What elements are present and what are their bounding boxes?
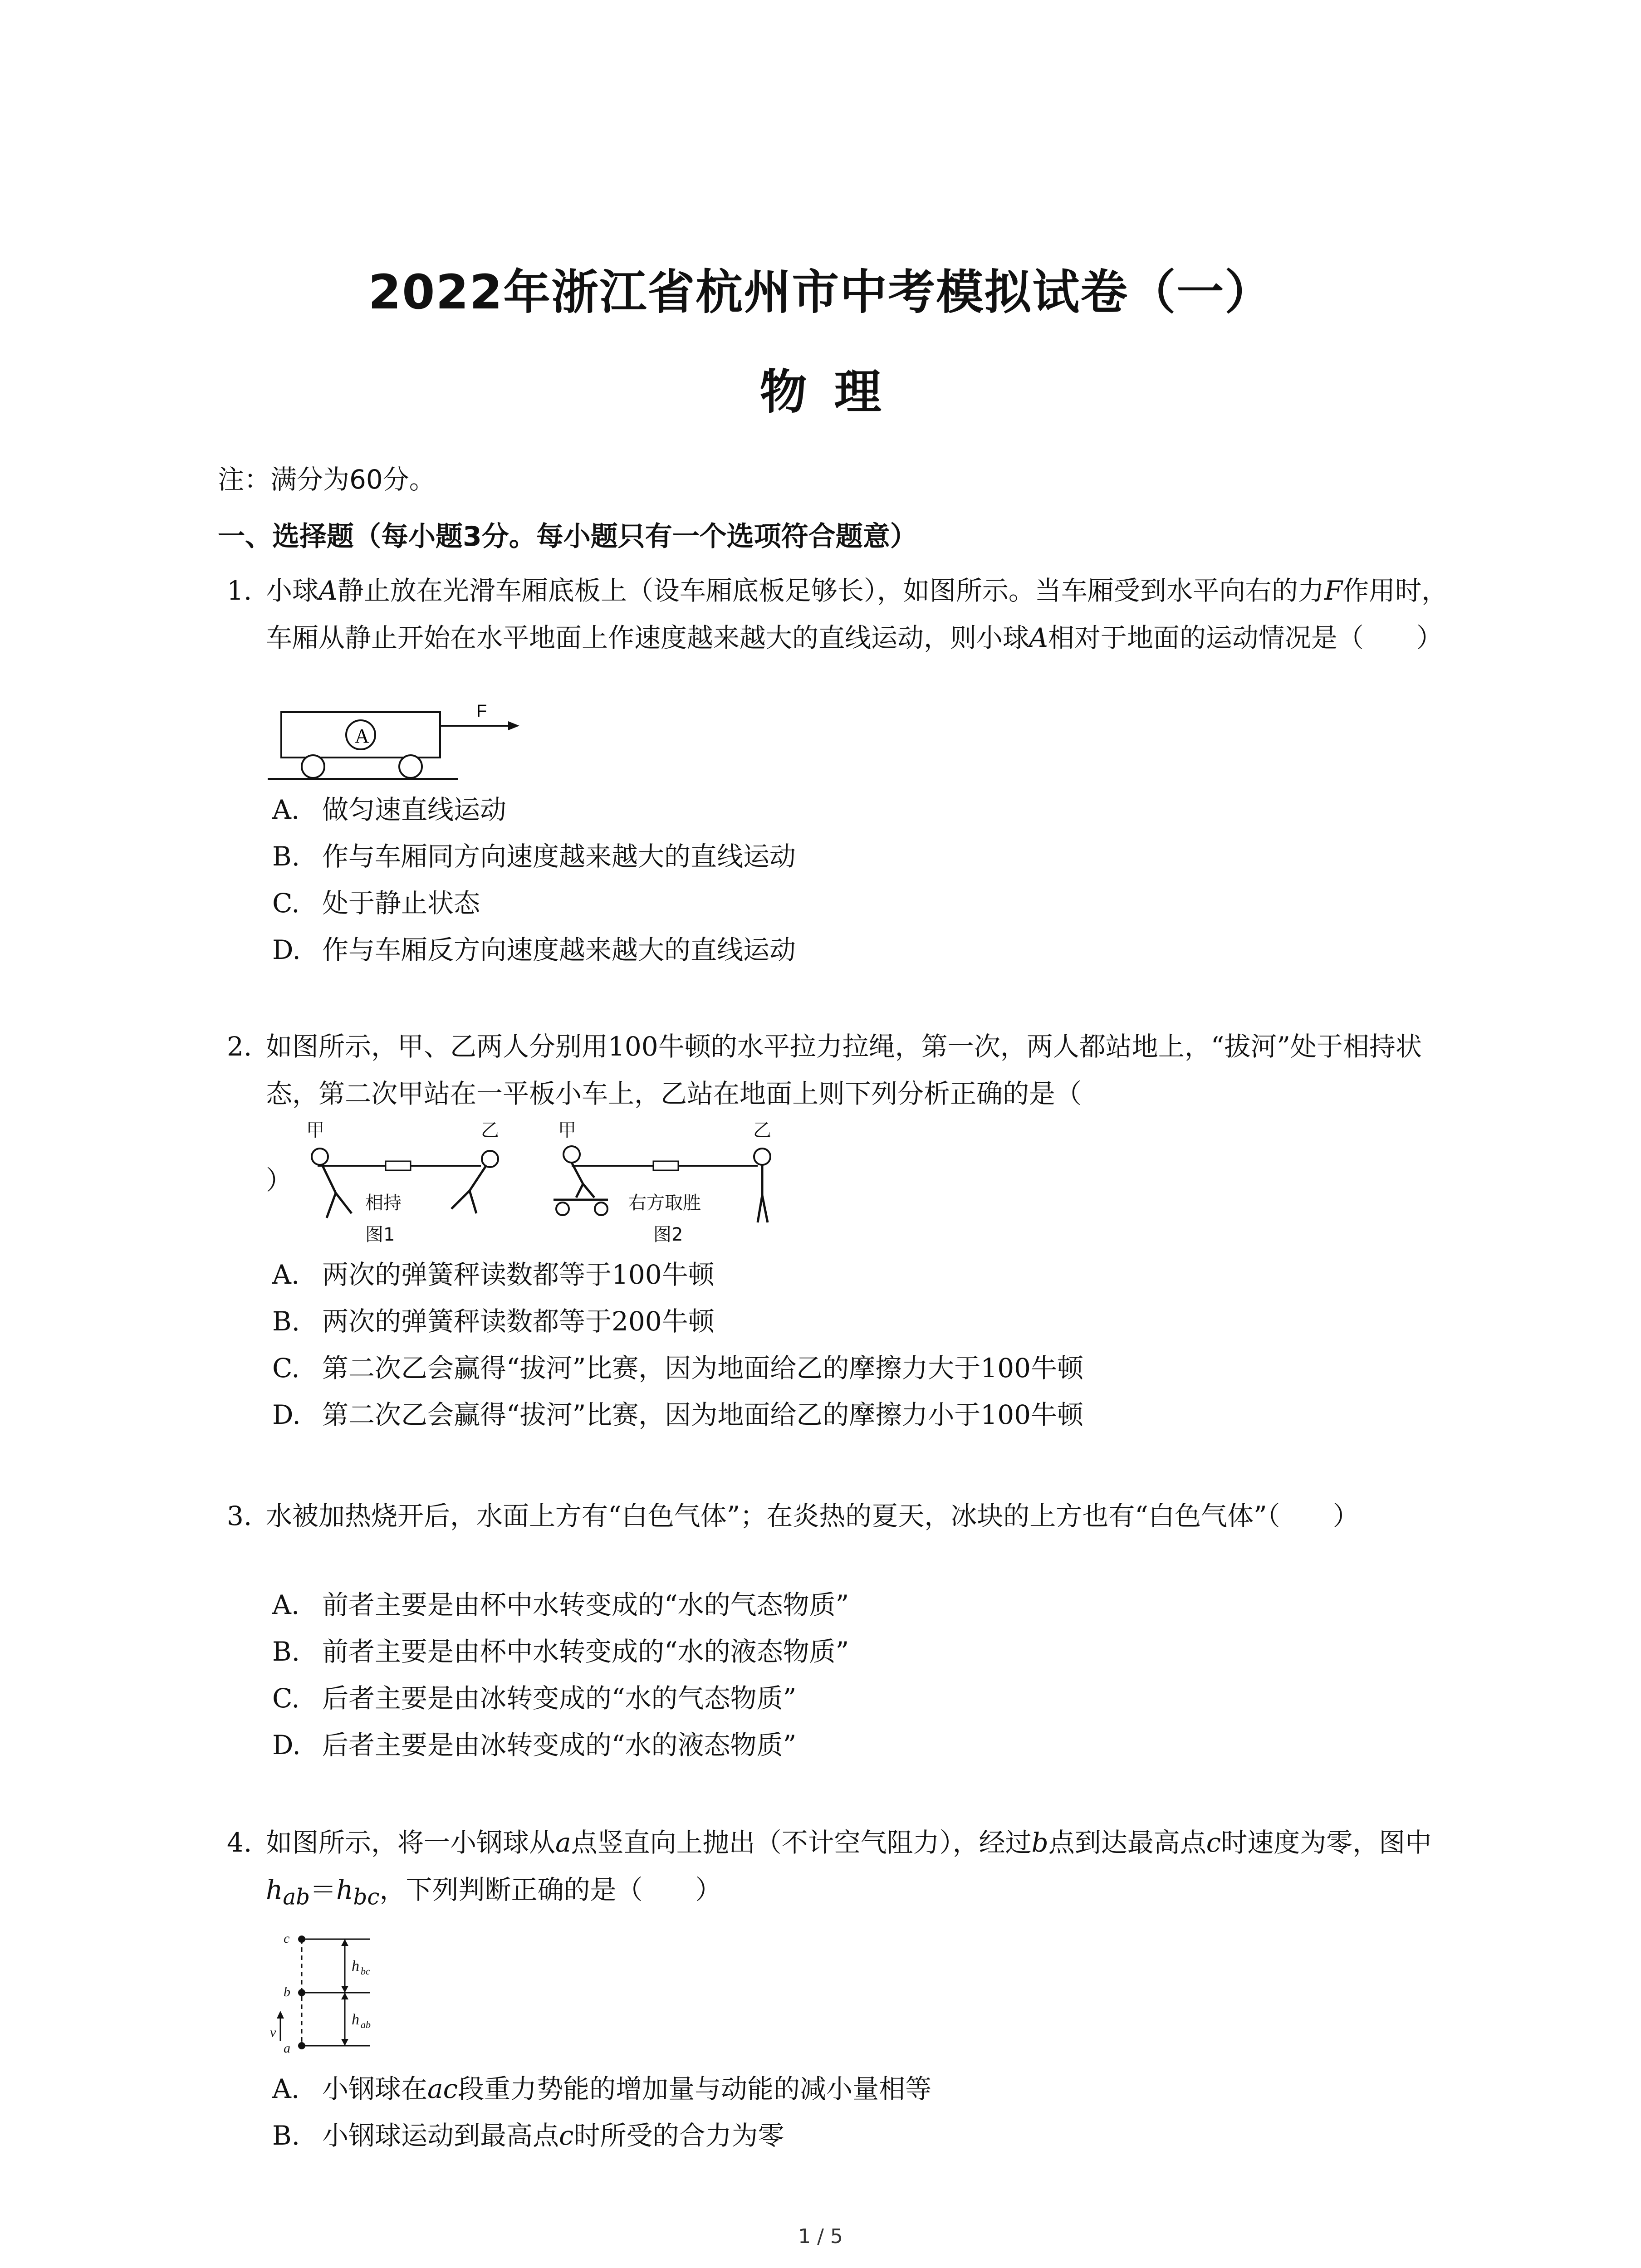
question-number: 4. — [227, 1827, 252, 1858]
question-stem: 小球A静止放在光滑车厢底板上（设车厢底板足够长），如图所示。当车厢受到水平向右的力F作用时，车厢从静止开始在水平地面上作速度越来越大的直线运动，则小球A相对于地面的运动情况是（ ） — [266, 575, 1448, 653]
svg-text:甲: 甲 — [558, 1120, 576, 1141]
svg-text:bc: bc — [361, 1965, 370, 1977]
q1-option-a: A. 做匀速直线运动 — [272, 794, 507, 825]
svg-text:乙: 乙 — [753, 1120, 771, 1141]
svg-text:A: A — [355, 725, 369, 747]
svg-text:F: F — [476, 702, 487, 721]
q4-option-b: B. 小钢球运动到最高点c时所受的合力为零 — [272, 2120, 784, 2151]
question-stem: 水被加热烧开后，水面上方有“白色气体”；在炎热的夏天，冰块的上方也有“白色气体”（ ） — [266, 1501, 1359, 1531]
svg-text:图2: 图2 — [653, 1224, 683, 1245]
svg-text:a: a — [284, 2041, 290, 2055]
svg-text:ab: ab — [361, 2019, 371, 2030]
question-number: 2. — [227, 1031, 252, 1062]
svg-text:乙: 乙 — [481, 1120, 499, 1141]
q2-stem-end: ） — [266, 1165, 293, 1196]
question-number: 1. — [227, 575, 252, 606]
svg-text:c: c — [284, 1931, 290, 1946]
question-3 — [227, 1492, 1452, 1540]
cart-ball-figure — [268, 701, 522, 782]
page-number: 1 / 5 — [798, 2225, 843, 2248]
q2-option-b: B. 两次的弹簧秤读数都等于200牛顿 — [272, 1306, 715, 1337]
q3-option-d: D. 后者主要是由冰转变成的“水的液态物质” — [272, 1730, 797, 1760]
exam-title: 2022年浙江省杭州市中考模拟试卷（一） — [368, 264, 1273, 320]
tug-of-war-figure — [290, 1116, 789, 1247]
q1-option-b: B. 作与车厢同方向速度越来越大的直线运动 — [272, 841, 796, 872]
svg-text:v: v — [270, 2025, 276, 2040]
q3-option-c: C. 后者主要是由冰转变成的“水的气态物质” — [272, 1683, 797, 1714]
question-stem: 如图所示，将一小钢球从a点竖直向上抛出（不计空气阻力），经过b点到达最高点c时速度为零，图中$h_{ab}=h_{bc}$，下列判断正确的是（ ） — [266, 1827, 1432, 1910]
q3-option-b: B. 前者主要是由杯中水转变成的“水的液态物质” — [272, 1636, 849, 1667]
svg-text:图1: 图1 — [365, 1224, 395, 1245]
q4-option-a: A. 小钢球在ac段重力势能的增加量与动能的减小量相等 — [272, 2073, 932, 2104]
q1-option-d: D. 作与车厢反方向速度越来越大的直线运动 — [272, 934, 796, 965]
q1-option-c: C. 处于静止状态 — [272, 888, 480, 919]
section-heading-choice: 一、选择题（每小题3分。每小题只有一个选项符合题意） — [218, 521, 917, 552]
svg-text:右方取胜: 右方取胜 — [628, 1193, 701, 1213]
svg-text:甲: 甲 — [306, 1120, 324, 1141]
question-4 — [227, 1819, 1452, 1921]
question-2 — [227, 1023, 1452, 1117]
ball-throw-height-figure — [259, 1926, 413, 2055]
subject-title: 物理 — [759, 364, 909, 420]
q2-option-a: A. 两次的弹簧秤读数都等于100牛顿 — [272, 1259, 715, 1290]
question-stem: 如图所示，甲、乙两人分别用100牛顿的水平拉力拉绳，第一次，两人都站地上，“拔河”处于相持状态，第二次甲站在一平板小车上，乙站在地面上则下列分析正确的是（ — [266, 1031, 1422, 1109]
q2-option-d: D. 第二次乙会赢得“拔河”比赛，因为地面给乙的摩擦力小于100牛顿 — [272, 1399, 1084, 1430]
question-1 — [227, 567, 1452, 661]
svg-text:相持: 相持 — [365, 1193, 402, 1213]
svg-text:h: h — [352, 1958, 359, 1975]
score-note: 注：满分为60分。 — [218, 464, 436, 495]
question-number: 3. — [227, 1501, 252, 1531]
q2-option-c: C. 第二次乙会赢得“拔河”比赛，因为地面给乙的摩擦力大于100牛顿 — [272, 1353, 1084, 1383]
svg-text:h: h — [352, 2011, 359, 2028]
svg-text:b: b — [284, 1984, 290, 1999]
q3-option-a: A. 前者主要是由杯中水转变成的“水的气态物质” — [272, 1589, 849, 1620]
